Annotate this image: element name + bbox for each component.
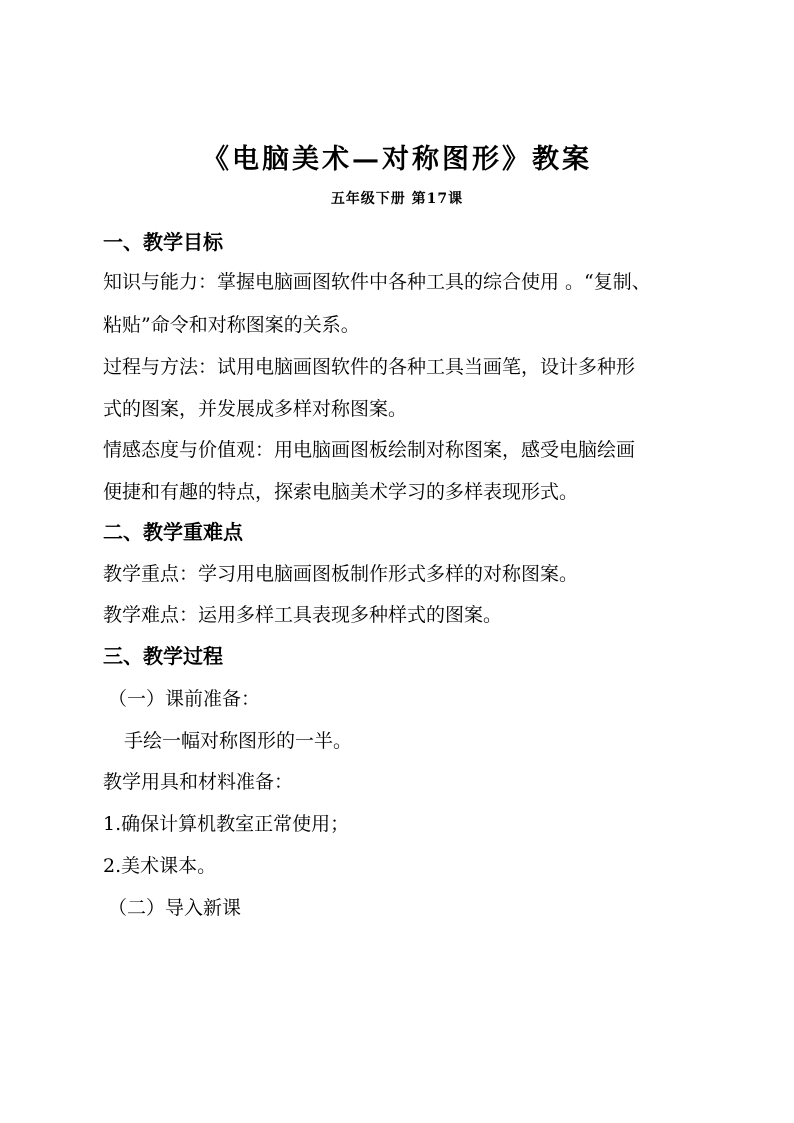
objective-emotion-line-2: 便捷和有趣的特点，探索电脑美术学习的多样表现形式。 bbox=[103, 481, 579, 503]
subsection-introduction-heading: （二）导入新课 bbox=[108, 897, 242, 919]
material-item-1: 1.确保计算机教室正常使用； bbox=[103, 813, 350, 835]
section-heading-objectives: 一、教学目标 bbox=[103, 230, 223, 254]
document-title: 《电脑美术—对称图形》教案 bbox=[202, 144, 592, 175]
materials-heading: 教学用具和材料准备： bbox=[103, 771, 294, 793]
document-subtitle: 五年级下册 第17课 bbox=[330, 191, 464, 207]
objective-knowledge-line-2: 粘贴”命令和对称图案的关系。 bbox=[103, 314, 360, 336]
objective-process-line-1: 过程与方法：试用电脑画图软件的各种工具当画笔，设计多种形 bbox=[103, 356, 636, 378]
difficulty-text: 教学难点：运用多样工具表现多种样式的图案。 bbox=[103, 604, 503, 626]
key-point-text: 教学重点：学习用电脑画图板制作形式多样的对称图案。 bbox=[103, 563, 579, 585]
section-heading-process: 三、教学过程 bbox=[103, 644, 223, 668]
material-item-2: 2.美术课本。 bbox=[103, 855, 217, 877]
objective-process-line-2: 式的图案，并发展成多样对称图案。 bbox=[103, 398, 408, 420]
subsection-preparation-heading: （一）课前准备： bbox=[108, 688, 261, 710]
preparation-body: 手绘一幅对称图形的一半。 bbox=[124, 730, 353, 752]
section-heading-key-points: 二、教学重难点 bbox=[103, 520, 243, 544]
objective-knowledge-line-1: 知识与能力：掌握电脑画图软件中各种工具的综合使用 。“复制、 bbox=[103, 271, 651, 293]
objective-emotion-line-1: 情感态度与价值观：用电脑画图板绘制对称图案，感受电脑绘画 bbox=[103, 439, 636, 461]
